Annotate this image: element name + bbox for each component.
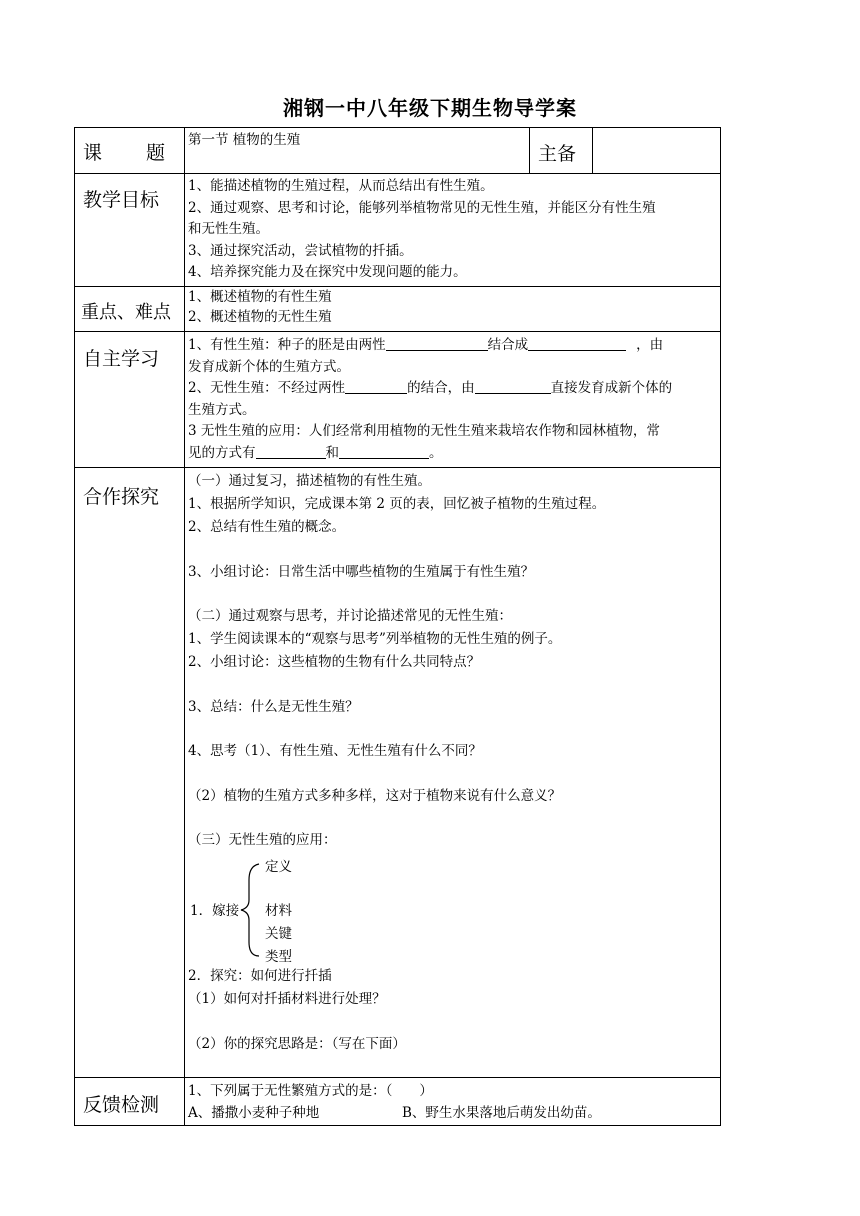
cooperation-content xyxy=(188,470,718,852)
feedback-options xyxy=(188,1102,718,1124)
table-row-divider xyxy=(74,331,721,332)
self-study-text: 。 xyxy=(429,444,443,461)
objectives-content xyxy=(188,176,718,284)
feedback-content xyxy=(188,1080,718,1124)
cooperation-line: （三）无性生殖的应用： xyxy=(188,832,337,848)
cooperation-line: 2．探究：如何进行扦插 xyxy=(188,968,332,984)
cooperation-line: 1、根据所学知识，完成课本第 2 页的表，回忆被子植物的生殖过程。 xyxy=(188,496,606,512)
cooperation-line: （一）通过复习，描述植物的有性生殖。 xyxy=(188,473,431,489)
cooperation-line: （2）植物的生殖方式多种多样，这对于植物来说有什么意义？ xyxy=(188,787,562,804)
objective-line: 3、通过探究活动，尝试植物的扦插。 xyxy=(188,242,413,259)
prep-label: 主备 xyxy=(538,143,577,165)
self-study-text: 1、有性生殖：种子的胚是由两性 xyxy=(188,337,386,353)
cooperation-line: 4、思考（1）、有性生殖、无性生殖有什么不同？ xyxy=(188,743,482,759)
graft-item: 类型 xyxy=(265,949,292,965)
table-border-bottom xyxy=(74,1125,721,1126)
self-study-line: 发育成新个体的生殖方式。 xyxy=(188,358,350,375)
keypoint-line: 2、概述植物的无性生殖 xyxy=(188,309,332,325)
self-study-text: 见的方式有 xyxy=(188,444,256,461)
document-title: 湘钢一中八年级下期生物导学案 xyxy=(283,96,577,120)
topic-value: 第一节 植物的生殖 xyxy=(188,132,301,148)
topic-label: 课 题 xyxy=(83,142,168,164)
graft-item: 关键 xyxy=(265,926,292,942)
fill-blank[interactable] xyxy=(256,443,326,459)
self-study-line xyxy=(188,443,718,465)
self-study-line: 3 无性生殖的应用：人们经常利用植物的无性生殖来栽培农作物和园林植物，常 xyxy=(188,423,660,439)
header-divider xyxy=(592,127,593,174)
table-row-divider xyxy=(74,467,721,468)
option-a[interactable]: A、播撒小麦种子种地 xyxy=(188,1105,320,1121)
label-column-divider xyxy=(184,127,185,1126)
keypoint-line: 1、概述植物的有性生殖 xyxy=(188,289,332,305)
cooperation-line: 3、总结：什么是无性生殖？ xyxy=(188,698,359,715)
objectives-label: 教学目标 xyxy=(83,189,160,211)
objective-line: 2、通过观察、思考和讨论，能够列举植物常见的无性生殖，并能区分有性生殖 xyxy=(188,199,656,216)
header-divider xyxy=(529,127,530,174)
self-study-label: 自主学习 xyxy=(83,348,160,370)
objective-line: 1、能描述植物的生殖过程，从而总结出有性生殖。 xyxy=(188,178,494,194)
self-study-text: 2、无性生殖：不经过两性 xyxy=(188,380,346,396)
fill-blank[interactable] xyxy=(528,335,626,351)
cooperation-line: （二）通过观察与思考，并讨论描述常见的无性生殖： xyxy=(188,608,512,624)
self-study-text: 的结合，由 xyxy=(407,380,475,396)
feedback-label: 反馈检测 xyxy=(83,1094,160,1116)
brace-icon xyxy=(235,862,265,958)
objective-line: 4、培养探究能力及在探究中发现问题的能力。 xyxy=(188,264,467,280)
self-study-text: 结合成 xyxy=(487,337,529,353)
feedback-question: 1、下列属于无性繁殖方式的是：（ ） xyxy=(188,1083,433,1099)
option-b[interactable]: B、野生水果落地后萌发出幼苗。 xyxy=(402,1105,601,1121)
graft-label: 1．嫁接 xyxy=(190,903,240,919)
fill-blank[interactable] xyxy=(475,378,551,394)
self-study-content xyxy=(188,335,718,464)
fill-blank[interactable] xyxy=(339,443,429,459)
cooperation-line: 3、小组讨论：日常生活中哪些植物的生殖属于有性生殖？ xyxy=(188,563,535,580)
table-border-right xyxy=(720,127,721,1126)
cooperation-content-2 xyxy=(188,965,718,1056)
cooperation-line: 2、小组讨论：这些植物的生物有什么共同特点？ xyxy=(188,654,481,670)
self-study-text: 和 xyxy=(325,444,339,461)
cooperation-line: 1、学生阅读课本的“观察与思考”列举植物的无性生殖的例子。 xyxy=(188,631,562,647)
table-row-divider xyxy=(74,173,721,174)
keypoints-content xyxy=(188,287,718,327)
cooperation-line: 2、总结有性生殖的概念。 xyxy=(188,519,346,535)
table-border-left xyxy=(74,127,75,1126)
graft-item: 定义 xyxy=(265,859,292,875)
cooperation-line: （1）如何对扦插材料进行处理？ xyxy=(188,991,386,1007)
self-study-text: 直接发育成新个体的 xyxy=(550,380,673,396)
objective-line: 和无性生殖。 xyxy=(188,221,269,237)
self-study-line xyxy=(188,335,718,357)
table-row-divider xyxy=(74,1077,721,1078)
cooperation-line: （2）你的探究思路是：（写在下面） xyxy=(188,1035,406,1052)
fill-blank[interactable] xyxy=(345,378,407,394)
self-study-line: 生殖方式。 xyxy=(188,401,256,418)
keypoints-label: 重点、难点 xyxy=(81,302,171,323)
table-border-top xyxy=(74,127,721,128)
fill-blank[interactable] xyxy=(386,335,488,351)
cooperation-label: 合作探究 xyxy=(83,486,160,508)
graft-item: 材料 xyxy=(265,903,292,919)
self-study-text: ，由 xyxy=(636,337,664,353)
self-study-line xyxy=(188,378,718,400)
